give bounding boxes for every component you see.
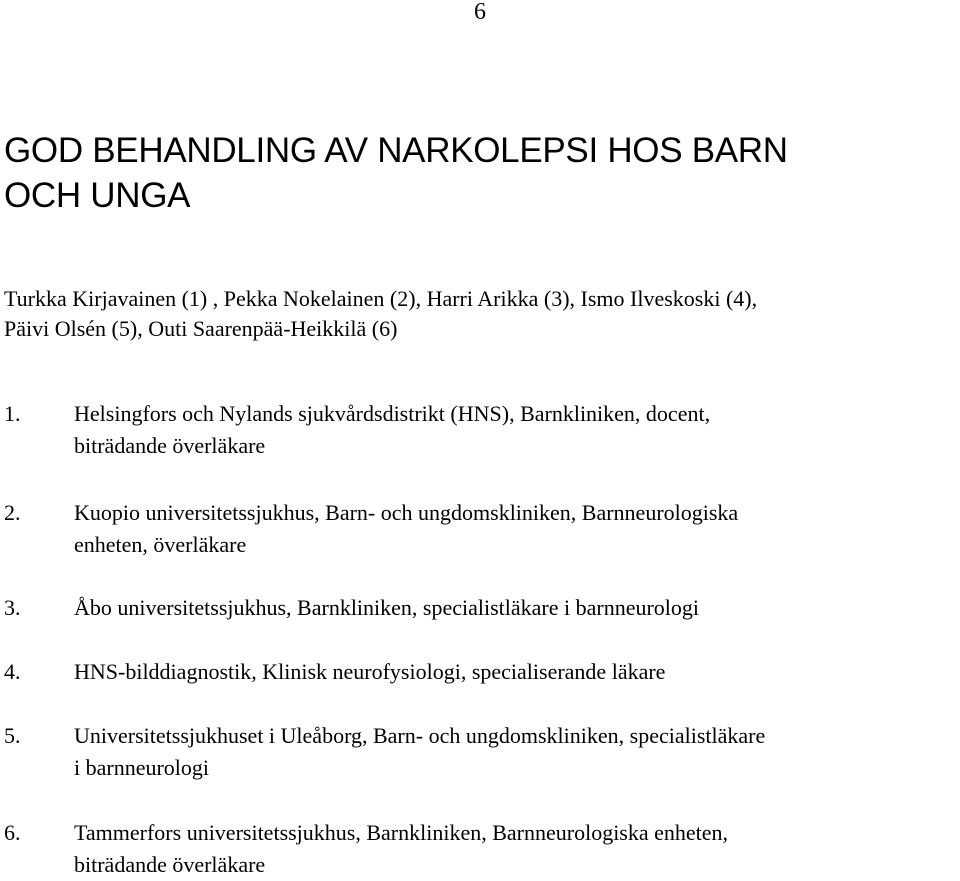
- affiliation-text: [74, 656, 954, 688]
- affiliation-line-1: Kuopio universitetssjukhus, Barn- och ungdomskliniken, Barnneurologiska: [74, 500, 739, 525]
- author-list: [4, 284, 757, 344]
- affiliation-text: [74, 592, 954, 624]
- affiliation-line-2: biträdande överläkare: [74, 852, 266, 877]
- affiliation-line-1: HNS-bilddiagnostik, Klinisk neurofysiologi, specialiserande läkare: [74, 659, 666, 684]
- affiliation-text: [74, 720, 954, 784]
- affiliation-6: [4, 817, 954, 881]
- affiliation-line-1: Åbo universitetssjukhus, Barnkliniken, specialistläkare i barnneurologi: [74, 595, 700, 620]
- author-line-2: Päivi Olsén (5), Outi Saarenpää-Heikkilä (6): [4, 316, 398, 341]
- title-line-1: GOD BEHANDLING AV NARKOLEPSI HOS BARN: [4, 131, 788, 170]
- affiliation-line-2: i barnneurologi: [74, 755, 210, 780]
- affiliation-number: 5.: [4, 723, 21, 748]
- affiliation-number: 3.: [4, 595, 21, 620]
- affiliation-line-1: Helsingfors och Nylands sjukvårdsdistrikt (HNS), Barnkliniken, docent,: [74, 401, 711, 426]
- affiliation-line-2: biträdande överläkare: [74, 433, 266, 458]
- page-number: 6: [474, 0, 486, 25]
- affiliation-1: [4, 398, 954, 462]
- affiliation-line-2: enheten, överläkare: [74, 532, 247, 557]
- affiliation-number: 2.: [4, 500, 21, 525]
- affiliation-text: [74, 398, 954, 462]
- affiliation-2: [4, 497, 954, 561]
- title-line-2: OCH UNGA: [4, 176, 191, 215]
- document-title: [4, 128, 788, 218]
- affiliation-3: [4, 592, 954, 624]
- author-line-1: Turkka Kirjavainen (1) , Pekka Nokelainen (2), Harri Arikka (3), Ismo Ilveskoski (4),: [4, 286, 758, 311]
- affiliation-line-1: Tammerfors universitetssjukhus, Barnkliniken, Barnneurologiska enheten,: [74, 820, 729, 845]
- affiliation-line-1: Universitetssjukhuset i Uleåborg, Barn- och ungdomskliniken, specialistläkare: [74, 723, 766, 748]
- affiliation-number: 4.: [4, 659, 21, 684]
- affiliation-4: [4, 656, 954, 688]
- affiliation-number: 1.: [4, 401, 21, 426]
- affiliation-5: [4, 720, 954, 784]
- affiliation-text: [74, 497, 954, 561]
- affiliation-text: [74, 817, 954, 881]
- affiliation-number: 6.: [4, 820, 21, 845]
